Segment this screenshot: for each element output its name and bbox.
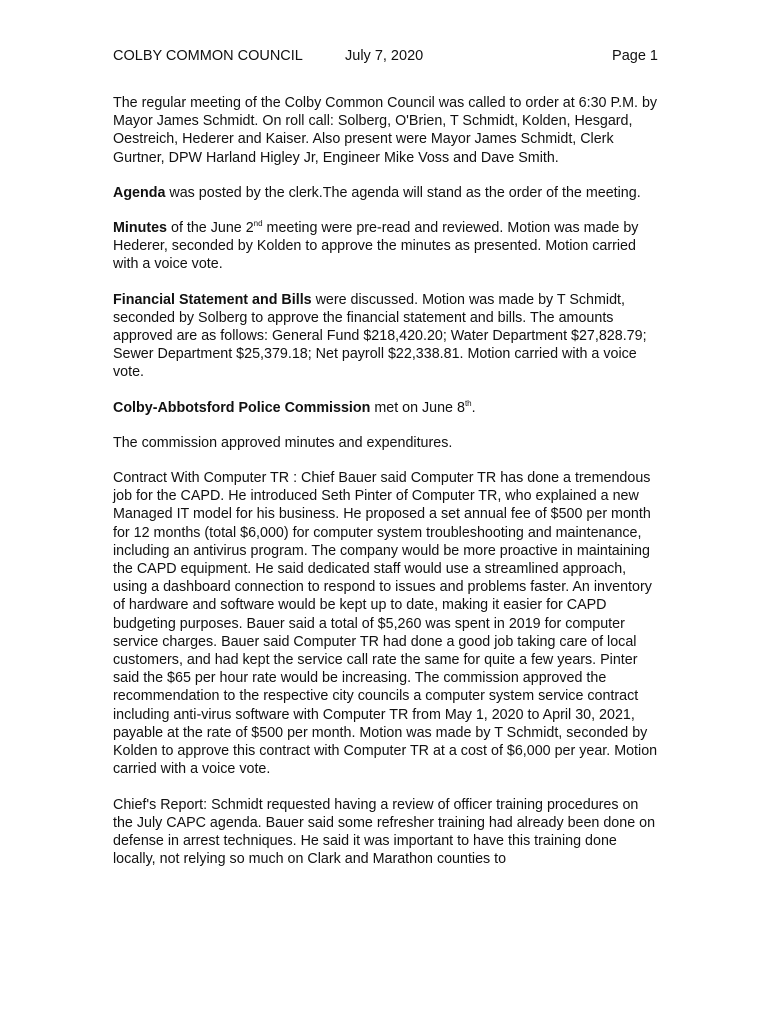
header-date: July 7, 2020 [345, 48, 424, 64]
police-commission-paragraph [113, 399, 661, 417]
minutes-paragraph [113, 219, 661, 274]
agenda-text: was posted by the clerk.The agenda will stand as the order of the meeting. [165, 184, 641, 201]
chief-report-paragraph: Chief's Report: Schmidt requested having a review of officer training procedures on the July CAPC agenda. Bauer said some refresher training had already been done on defense in arrest techniques. He said it was important to have this training done locally, not relying so much on Clark and Marathon counties to [113, 796, 656, 868]
police-commission-heading: Colby-Abbotsford Police Commission [113, 399, 371, 416]
document-body [113, 94, 661, 885]
agenda-heading: Agenda [113, 184, 166, 201]
commission-paragraph: The commission approved minutes and expenditures. [113, 434, 453, 451]
police-superscript: th [464, 398, 472, 408]
contract-paragraph: Contract With Computer TR : Chief Bauer said Computer TR has done a tremendous job for the CAPD. He introduced Seth Pinter of Computer TR, who explained a new Managed IT model for his business. He proposed a set annual fee of $500 per month for 12 months (total $6,000) for computer system troubleshooting and maintenance, including an antivirus program. The company would be more proactive in maintaining the CAPD equipment. He said dedicated staff would use a streamlined approach, using a dashboard connection to respond to issues and problems faster. An inventory of hardware and software would be kept up to date, making it easier for CAPD budgeting purposes. Bauer said a total of $5,260 was spent in 2019 for computer service charges. Bauer said Computer TR had done a good job taking care of local customers, and had kept the service call rate the same for quite a few years. Pinter said the $65 per hour rate would be increasing. The commission approved the recommendation to the respective city councils a computer system service contract including anti-virus software with Computer TR from May 1, 2020 to April 30, 2021, payable at the rate of $500 per month. Motion was made by T Schmidt, seconded by Kolden to approve this contract with Computer TR at a cost of $6,000 per year. Motion carried with a voice vote. [113, 470, 658, 778]
financial-heading: Financial Statement and Bills [113, 291, 312, 308]
minutes-text-b: meeting were pre-read and reviewed. Motion was made by Hederer, seconded by Kolden to approve the minutes as presented. Motion carried with a voice vote. [113, 220, 639, 273]
header-organization: COLBY COMMON COUNCIL [113, 48, 303, 64]
financial-text: were discussed. Motion was made by T Schmidt, seconded by Solberg to approve the financial statement and bills. The amounts approved are as follows: General Fund $218,420.20; Water Department $27,828.79; Sewer Department $25,379.18; Net payroll $22,338.81. Motion carried with a voice vote. [113, 291, 647, 381]
financial-paragraph [113, 291, 661, 382]
minutes-superscript: nd [253, 219, 263, 229]
police-text-a: met on June 8 [370, 399, 465, 416]
minutes-heading: Minutes [113, 220, 168, 237]
intro-paragraph: The regular meeting of the Colby Common Council was called to order at 6:30 P.M. by Mayor James Schmidt. On roll call: Solberg, O'Brien, T Schmidt, Kolden, Hesgard, Oestreich, Hederer and Kaiser. Also present were Mayor James Schmidt, Clerk Gurtner, DPW Harland Higley Jr, Engineer Mike Voss and Dave Smith. [113, 95, 658, 166]
agenda-paragraph [113, 184, 661, 202]
minutes-text-a: of the June 2 [167, 220, 254, 237]
police-text-b: . [471, 399, 476, 416]
page-header [113, 47, 658, 67]
header-page-number: Page 1 [612, 48, 658, 64]
